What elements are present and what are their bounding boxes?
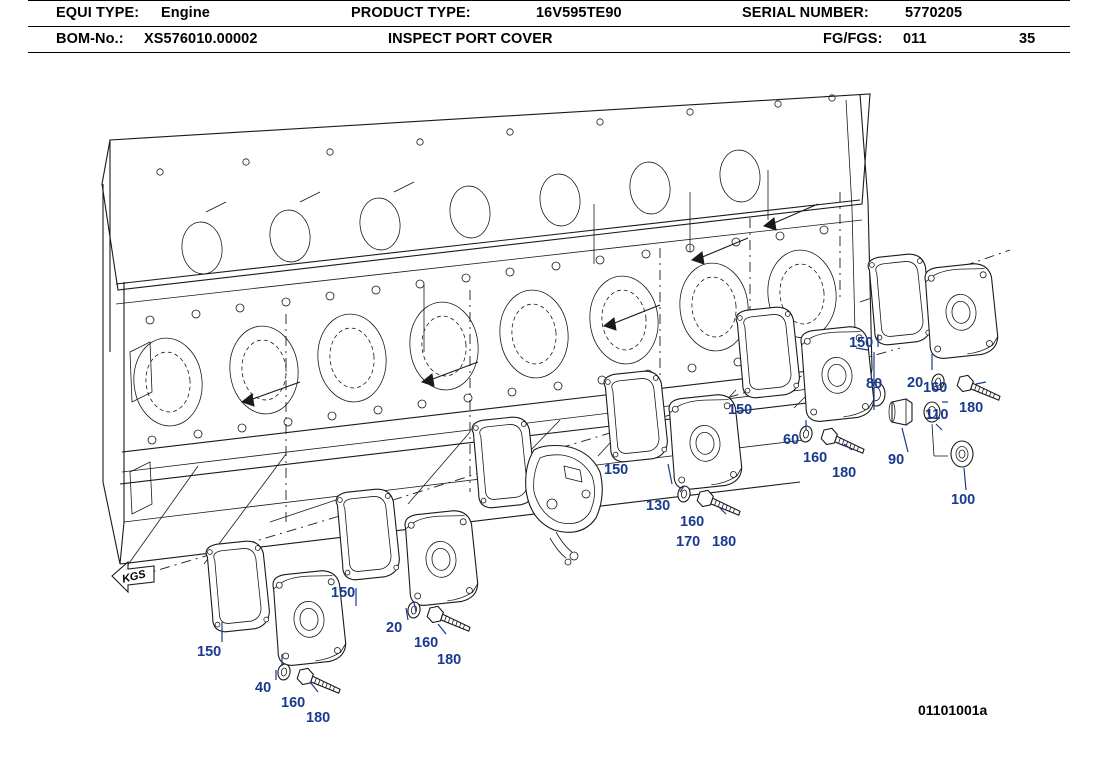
part-gasket-3 [205, 540, 271, 634]
callout-160-a: 160 [923, 380, 948, 396]
bom-value: XS576010.00002 [144, 31, 258, 47]
figure-title: INSPECT PORT COVER [388, 31, 553, 47]
fgfgs-label: FG/FGS: [823, 31, 883, 47]
fgfgs-value: 011 [903, 31, 927, 47]
callout-180-a: 180 [959, 400, 984, 416]
callout-20-b: 20 [386, 620, 403, 636]
callout-80: 80 [866, 376, 883, 392]
callout-130: 130 [646, 498, 671, 514]
part-cover-8 [922, 262, 999, 360]
callout-40: 40 [255, 680, 272, 696]
callout-60: 60 [783, 432, 800, 448]
part-bolt-8 [956, 373, 1003, 403]
bom-label: BOM-No.: [56, 31, 124, 47]
part-cover-4 [402, 509, 479, 607]
callout-180-d: 180 [437, 652, 462, 668]
callout-150-a: 150 [849, 335, 874, 351]
callout-160-b: 160 [803, 450, 828, 466]
callout-150-c: 150 [604, 462, 629, 478]
callout-160-c: 160 [680, 514, 705, 530]
page-number: 35 [1019, 31, 1036, 47]
callout-100: 100 [951, 492, 976, 508]
part-round-cover-5 [526, 446, 603, 566]
product-type-label: PRODUCT TYPE: [351, 5, 471, 21]
part-washer-3 [277, 663, 292, 681]
serial-number-label: SERIAL NUMBER: [742, 5, 869, 21]
callout-90: 90 [888, 452, 905, 468]
part-fitting-90 [889, 399, 912, 425]
part-gasket-6 [603, 370, 669, 464]
kgs-direction-label: KGS [120, 568, 147, 586]
callout-150-d: 150 [331, 585, 356, 601]
callout-20-a: 20 [907, 375, 924, 391]
product-type-value: 16V595TE90 [536, 5, 622, 21]
equi-type-value: Engine [161, 5, 210, 21]
page-header [0, 0, 1098, 52]
callout-180-e: 180 [306, 710, 331, 726]
callout-110: 110 [925, 407, 949, 423]
chain-link [932, 424, 934, 456]
drawing-code: 01101001a [918, 702, 988, 718]
callout-150-e: 150 [197, 644, 222, 660]
part-gasket-4 [335, 488, 401, 582]
part-bolt-3 [296, 666, 343, 696]
callout-150-b: 150 [728, 402, 753, 418]
callout-170: 170 [676, 534, 701, 550]
serial-number-value: 5770205 [905, 5, 963, 21]
equi-type-label: EQUI TYPE: [56, 5, 140, 21]
part-cap-100 [951, 441, 973, 467]
part-gasket-8 [867, 253, 933, 347]
part-gasket-7 [735, 306, 801, 400]
projection-lines [120, 170, 826, 576]
exploded-view-drawing [0, 52, 1098, 772]
part-bolt-4 [426, 604, 473, 634]
callout-180-b: 180 [832, 465, 857, 481]
callout-160-e: 160 [281, 695, 306, 711]
callout-160-d: 160 [414, 635, 439, 651]
part-cover-3 [270, 569, 347, 667]
callout-180-c: 180 [712, 534, 737, 550]
